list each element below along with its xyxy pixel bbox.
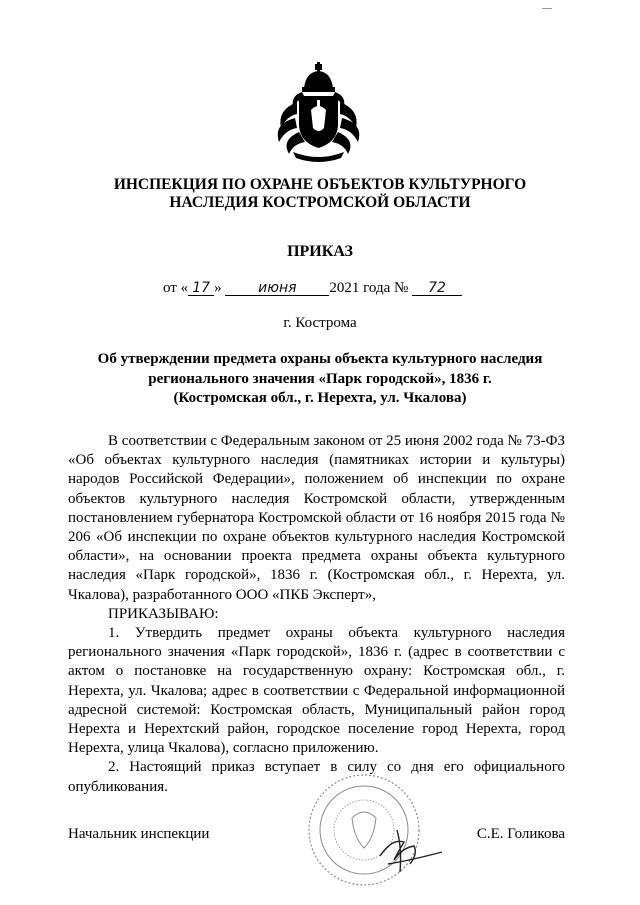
official-seal-stamp bbox=[302, 768, 452, 893]
order-subject bbox=[0, 350, 640, 409]
order-body bbox=[68, 432, 565, 797]
order-date-line bbox=[163, 280, 462, 297]
order-day: 17 bbox=[188, 281, 214, 296]
city: г. Кострома bbox=[283, 315, 357, 331]
order-item-2: 2. Настоящий приказ вступает в силу со дня его официального опубликования. bbox=[68, 759, 565, 795]
organization-name bbox=[0, 176, 640, 212]
subject-line-2: регионального значения «Парк городской», 1836 г. bbox=[148, 370, 492, 387]
document-title: ПРИКАЗ bbox=[287, 243, 353, 260]
order-item-1: 1. Утвердить предмет охраны объекта культурного наследия регионального значения «Парк городской», 1836 г. (адрес в соответствии с актом о постановке на государственную охрану: Костромская обл., г. Нерехта, ул. Чкалова; адрес в соответствии с Федеральной информационной адресной системой: Костромская область, Муниципальный район город Нерехта и Нерехтский район, городское поселение город Нерехта, город Нерехта, улица Чкалова), согласно приложению. bbox=[68, 625, 565, 757]
subject-line-3: (Костромская обл., г. Нерехта, ул. Чкалова) bbox=[173, 390, 467, 406]
org-line-2: НАСЛЕДИЯ КОСТРОМСКОЙ ОБЛАСТИ bbox=[169, 194, 471, 211]
coat-of-arms-emblem bbox=[271, 62, 366, 162]
order-number: 72 bbox=[412, 281, 462, 296]
signatory-position: Начальник инспекции bbox=[68, 826, 210, 842]
command-word: ПРИКАЗЫВАЮ: bbox=[108, 605, 219, 622]
order-year: 2021 года № bbox=[329, 280, 409, 296]
order-month: июня bbox=[225, 281, 329, 296]
date-prefix: от « bbox=[163, 280, 189, 296]
preamble-paragraph: В соответствии с Федеральным законом от 25 июня 2002 года № 73-ФЗ «Об объектах культурного наследия (памятниках истории и культуры) народов Российской Федерации», положением об инспекции по охране объектов культурного наследия Костромской области, утвержденным постановлением губернатора Костромской области от 16 ноября 2015 года № 206 «Об инспекции по охране объектов культурного наследия Костромской области», на основании проекта предмета охраны объекта культурного наследия «Парк городской», 1836 г. (Костромская обл., г. Нерехта, ул. Чкалова), разработанного ООО «ПКБ Эксперт», bbox=[68, 433, 565, 603]
signatory-name: С.Е. Голикова bbox=[476, 826, 565, 842]
subject-line-1: Об утверждении предмета охраны объекта культурного наследия bbox=[97, 351, 543, 367]
day-suffix: » bbox=[214, 280, 222, 296]
org-line-1: ИНСПЕКЦИЯ ПО ОХРАНЕ ОБЪЕКТОВ КУЛЬТУРНОГО bbox=[113, 176, 527, 193]
scan-mark bbox=[542, 8, 552, 9]
